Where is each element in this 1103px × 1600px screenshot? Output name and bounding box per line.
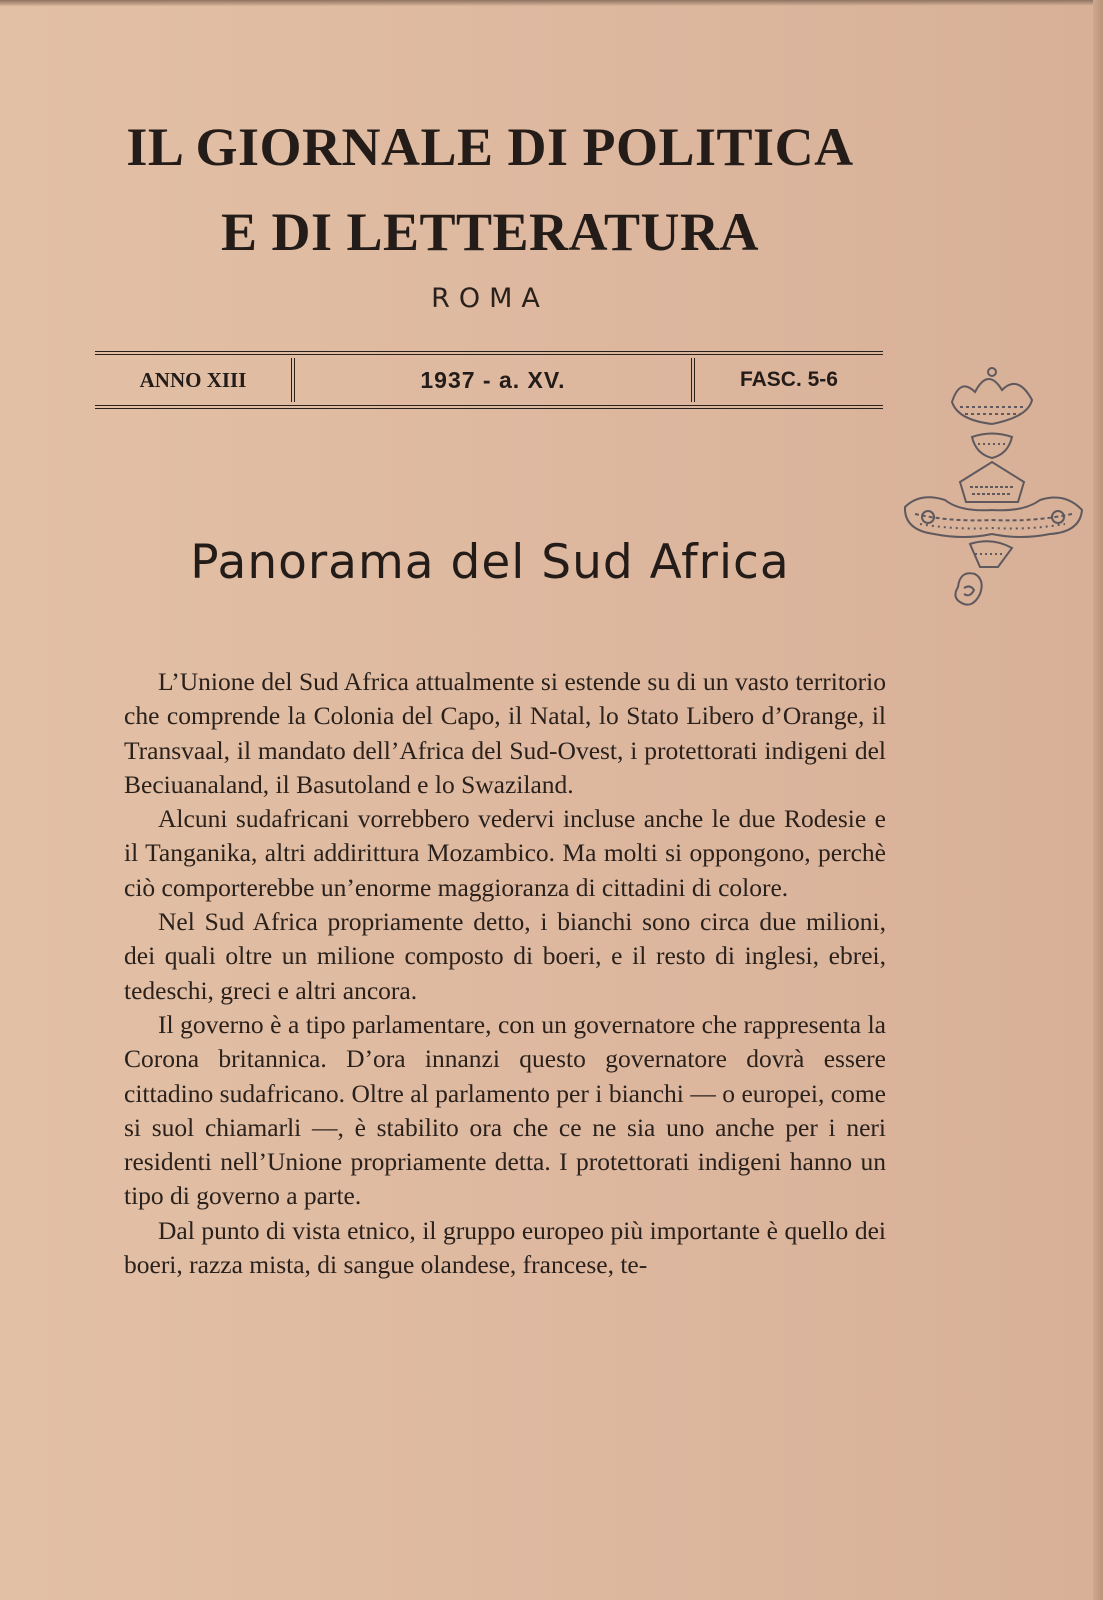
masthead-title-line-1: IL GIORNALE DI POLITICA <box>126 117 854 177</box>
article-body <box>124 665 886 1282</box>
issue-fascicolo: FASC. 5-6 <box>739 368 838 391</box>
page-right-edge <box>1093 0 1103 1600</box>
royal-crown-stamp-icon <box>900 362 1085 627</box>
article-paragraph: Dal punto di vista etnico, il gruppo europeo più importante è quello dei boeri, razza mista, di sangue olandese, francese, te- <box>124 1215 886 1280</box>
article-title: Panorama del Sud Africa <box>190 535 790 590</box>
article-paragraph: Nel Sud Africa propriamente detto, i bianchi sono circa due milioni, dei quali oltre un milione composto di boeri, e il resto di inglesi, ebrei, tedeschi, greci e altri ancora. <box>124 907 886 1005</box>
article-paragraph: Alcuni sudafricani vorrebbero vedervi incluse anche le due Rodesie e il Tanganika, altri addirittura Mozambico. Ma molti si oppongono, perchè ciò comporterebbe un’enorme maggioranza di cittadini di colore. <box>124 804 886 902</box>
article-paragraph: L’Unione del Sud Africa attualmente si estende su di un vasto territorio che comprende la Colonia del Capo, il Natal, lo Stato Libero d’Orange, il Transvaal, il mandato dell’Africa del Sud-Ovest, i protettorati indigeni del Beciuanaland, il Basutoland e lo Swaziland. <box>124 667 886 799</box>
issue-year: 1937 - a. XV. <box>420 366 566 393</box>
article-paragraph: Il governo è a tipo parlamentare, con un governatore che rappresenta la Corona britannica. D’ora innanzi questo governatore dovrà essere cittadino sudafricano. Oltre al parlamento per i bianchi — o europei, come si suol chiamarli —, è stabilito ora che ce ne sia uno anche per i neri residenti nell’Unione propriamente detta. I protettorati indigeni hanno un tipo di governo a parte. <box>124 1009 886 1211</box>
issue-anno: ANNO XIII <box>139 367 247 392</box>
masthead-title-line-2: E DI LETTERATURA <box>220 202 760 262</box>
masthead-city: ROMA <box>431 283 549 314</box>
issue-info-bar <box>95 351 883 409</box>
page-top-edge <box>0 0 1103 6</box>
